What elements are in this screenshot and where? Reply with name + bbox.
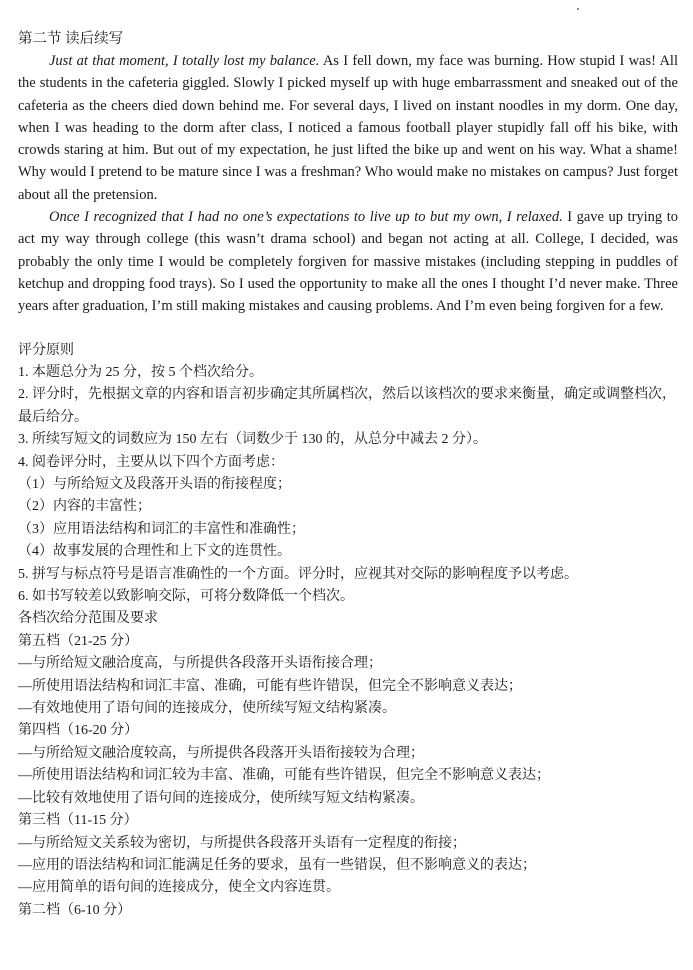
spacer (18, 318, 678, 340)
scoring-rule: 4. 阅卷评分时，主要从以下四个方面考虑： (18, 454, 284, 470)
scoring-rule: 3. 所续写短文的词数应为 150 左右（词数少于 130 的，从总分中减去 2 分）。 (18, 432, 487, 448)
level-item: —应用简单的语句间的连接成分，使全文内容连贯。 (18, 880, 340, 896)
scoring-rule: 1. 本题总分为 25 分，按 5 个档次给分。 (18, 364, 263, 380)
levels-heading: 各档次给分范围及要求 (18, 611, 158, 627)
scoring-rule: 2. 评分时，先根据文章的内容和语言初步确定其所属档次，然后以该档次的要求来衡量，确定或调整档次，最后给分。 (18, 387, 676, 425)
level-item: —与所给短文融洽度较高，与所提供各段落开头语衔接较为合理； (18, 745, 424, 761)
paragraph-2-lead: Once I recognized that I had no one’s expectations to live up to but my own, I relaxed. (49, 209, 563, 226)
scoring-heading: 评分原则 (18, 342, 74, 358)
level-item: —所使用语法结构和词汇丰富、准确，可能有些许错误，但完全不影响意义表达； (18, 678, 522, 694)
level-item: —有效地使用了语句间的连接成分，使所续写短文结构紧凑。 (18, 701, 396, 717)
continuation-paragraph-2 (18, 206, 678, 317)
scoring-subrule: （2）内容的丰富性； (18, 499, 151, 515)
level-title: 第二档（6-10 分） (18, 902, 132, 918)
level-title: 第五档（21-25 分） (18, 633, 139, 649)
scan-speck (577, 8, 579, 10)
scoring-subrule: （3）应用语法结构和词汇的丰富性和准确性； (18, 521, 305, 537)
scoring-subrule: （1）与所给短文及段落开头语的衔接程度； (18, 477, 291, 492)
level-item: —与所给短文融洽度高，与所提供各段落开头语衔接合理； (18, 656, 382, 672)
section-title: 第二节 读后续写 (18, 31, 124, 47)
level-item: —比较有效地使用了语句间的连接成分，使所续写短文结构紧凑。 (18, 790, 424, 806)
scoring-section (18, 340, 678, 923)
scoring-rule: 5. 拼写与标点符号是语言准确性的一个方面。评分时，应视其对交际的影响程度予以考虑。 (18, 566, 578, 582)
level-title: 第三档（11-15 分） (18, 813, 138, 829)
paragraph-1-lead: Just at that moment, I totally lost my balance. (49, 53, 320, 69)
scoring-rule: 6. 如书写较差以致影响交际，可将分数降低一个档次。 (18, 589, 354, 605)
continuation-paragraph-1 (18, 50, 678, 206)
document-page (18, 28, 678, 922)
paragraph-2-body: I gave up trying to act my way through college (this wasn’t drama school) and began not acting at all. College, I decided, was probably the only time I would be completely forgiven for massive mistakes (including stepping in puddles of ketchup and dropping food trays). So I used the opportunity to make all the ones I thought I’d never make. Three years after graduation, I’m still making mistakes and causing problems. And I’m even being forgiven for a few. (18, 209, 678, 315)
level-title: 第四档（16-20 分） (18, 723, 139, 739)
level-item: —所使用语法结构和词汇较为丰富、准确，可能有些许错误，但完全不影响意义表达； (18, 768, 550, 784)
paragraph-1-body: As I fell down, my face was burning. How stupid I was! All the students in the cafeteria giggled. Slowly I picked myself up with huge embarrassment and sneaked out of the cafeteria as the cheers died down behind me. For several days, I lived on instant noodles in my dorm. One day, when I was heading to the dorm after class, I noticed a famous football player stupidly fall off his bike, with crowds staring at him. But out of my expectation, he just lifted the bike up and went on his way. What a shame! Why would I pretend to be mature since I was a freshman? Who would make no mistakes on campus? Just forget about all the pretension. (18, 53, 678, 203)
scoring-subrule: （4）故事发展的合理性和上下文的连贯性。 (18, 544, 291, 560)
level-item: —应用的语法结构和词汇能满足任务的要求，虽有一些错误，但不影响意义的表达； (18, 857, 536, 873)
level-item: —与所给短文关系较为密切，与所提供各段落开头语有一定程度的衔接； (18, 835, 466, 851)
